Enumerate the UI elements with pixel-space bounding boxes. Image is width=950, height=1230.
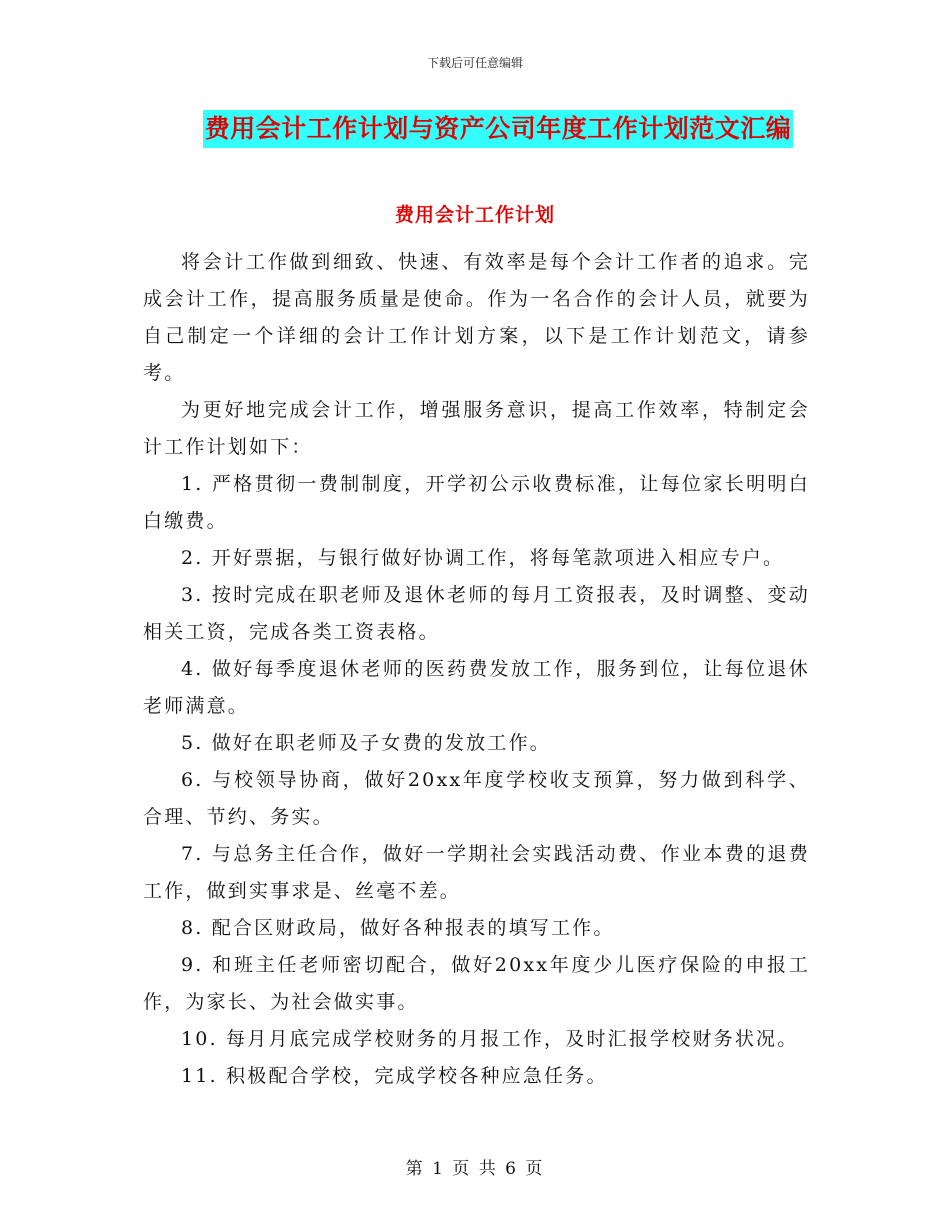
plan-item: 4. 做好每季度退休老师的医药费发放工作，服务到位，让每位退休老师满意。 (143, 658, 810, 717)
plan-item: 7. 与总务主任合作，做好一学期社会实践活动费、作业本费的退费工作，做到实事求是、丝毫不差。 (143, 843, 810, 902)
page-footer: 第 1 页 共 6 页 (405, 1159, 545, 1179)
plan-item: 5. 做好在职老师及子女费的发放工作。 (181, 732, 551, 754)
plan-item: 10. 每月月底完成学校财务的月报工作，及时汇报学校财务状况。 (181, 1028, 799, 1050)
intro-paragraph: 将会计工作做到细致、快速、有效率是每个会计工作者的追求。完成会计工作，提高服务质量是使命。作为一名合作的会计人员，就要为自己制定一个详细的会计工作计划方案，以下是工作计划范文，请参考。 (143, 251, 810, 384)
plan-intro-paragraph: 为更好地完成会计工作，增强服务意识，提高工作效率，特制定会计工作计划如下： (143, 399, 810, 458)
section-title: 费用会计工作计划 (394, 204, 555, 226)
plan-item: 8. 配合区财政局，做好各种报表的填写工作。 (181, 917, 615, 939)
doc-title-container (0, 110, 950, 148)
plan-item: 3. 按时完成在职老师及退休老师的每月工资报表，及时调整、变动相关工资，完成各类工资表格。 (143, 584, 810, 643)
plan-item: 6. 与校领导协商，做好20xx年度学校收支预算，努力做到科学、合理、节约、务实。 (143, 769, 810, 828)
plan-item: 2. 开好票据，与银行做好协调工作，将每笔款项进入相应专户。 (181, 547, 785, 569)
plan-item: 1. 严格贯彻一费制制度，开学初公示收费标准，让每位家长明明白白缴费。 (143, 473, 810, 532)
plan-item: 9. 和班主任老师密切配合，做好20xx年度少儿医疗保险的申报工作，为家长、为社会做实事。 (143, 954, 810, 1013)
plan-item: 11. 积极配合学校，完成学校各种应急任务。 (181, 1065, 608, 1087)
document-title: 费用会计工作计划与资产公司年度工作计划范文汇编 (203, 110, 794, 148)
document-body (143, 244, 810, 1095)
header-note: 下载后可任意编辑 (426, 56, 523, 70)
